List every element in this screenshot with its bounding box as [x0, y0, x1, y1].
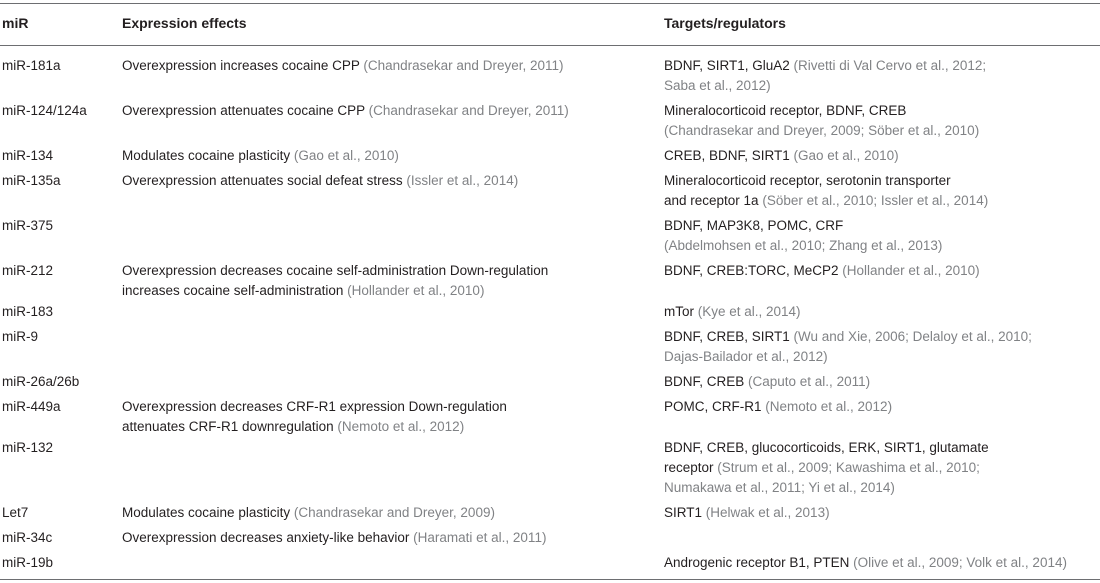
cell-text: SIRT1 [664, 505, 706, 520]
effects-line [122, 397, 507, 417]
header-mir: miR [2, 15, 29, 31]
targets-line [664, 458, 980, 478]
citation: Numakawa et al., 2011; Yi et al., 2014) [664, 480, 895, 495]
citation: (Abdelmohsen et al., 2010; Zhang et al., 2013) [664, 238, 943, 253]
cell-text: BDNF, CREB, SIRT1 [664, 329, 794, 344]
targets-line [664, 216, 843, 236]
targets-line [664, 478, 895, 498]
targets-line [664, 121, 979, 141]
cell-text: increases cocaine self-administration [122, 283, 348, 298]
mir-name: miR-135a [2, 173, 61, 188]
citation: Saba et al., 2012) [664, 78, 771, 93]
citation: (Rivetti di Val Cervo et al., 2012; [793, 58, 987, 73]
cell-text: CREB, BDNF, SIRT1 [664, 148, 794, 163]
citation: (Chandrasekar and Dreyer, 2009; Söber et al., 2010) [664, 123, 980, 138]
targets-line [664, 347, 828, 367]
targets-line [664, 171, 951, 191]
targets-line [664, 76, 771, 96]
targets-line [664, 56, 986, 76]
effects-line [122, 417, 464, 437]
targets-line [664, 191, 988, 211]
cell-text: mTor [664, 304, 698, 319]
cell-text: BDNF, CREB:TORC, MeCP2 [664, 263, 843, 278]
targets-line [664, 372, 870, 392]
cell-text: Overexpression decreases cocaine self-administration Down-regulation [122, 263, 549, 278]
effects-line [122, 281, 484, 301]
cell-text: Overexpression decreases anxiety-like behavior [122, 530, 414, 545]
cell-text: BDNF, MAP3K8, POMC, CRF [664, 218, 844, 233]
mir-name: miR-34c [2, 530, 53, 545]
cell-text: Mineralocorticoid receptor, BDNF, CREB [664, 103, 907, 118]
citation: (Nemoto et al., 2012) [765, 399, 893, 414]
cell-text: and receptor 1a [664, 193, 763, 208]
targets-line [664, 261, 980, 281]
targets-line [664, 553, 1067, 573]
targets-line [664, 397, 892, 417]
cell-text: BDNF, SIRT1, GluA2 [664, 58, 794, 73]
targets-line [664, 438, 989, 458]
targets-line [664, 503, 830, 523]
bottom-rule [0, 579, 1100, 580]
cell-text: BDNF, CREB, glucocorticoids, ERK, SIRT1, glutamate [664, 440, 989, 455]
effects-line [122, 261, 548, 281]
header-expression-effects: Expression effects [122, 15, 247, 31]
mir-name: miR-26a/26b [2, 374, 80, 389]
mir-name: miR-449a [2, 399, 61, 414]
mir-name: miR-212 [2, 263, 54, 278]
citation: (Hollander et al., 2010) [347, 283, 485, 298]
citation: (Chandrasekar and Dreyer, 2011) [363, 58, 564, 73]
mir-name: miR-9 [2, 329, 38, 344]
citation: (Wu and Xie, 2006; Delaloy et al., 2010; [793, 329, 1032, 344]
cell-text: Modulates cocaine plasticity [122, 148, 294, 163]
cell-text: Mineralocorticoid receptor, serotonin transporter [664, 173, 951, 188]
cell-text: POMC, CRF-R1 [664, 399, 766, 414]
cell-text: Modulates cocaine plasticity [122, 505, 294, 520]
citation: (Gao et al., 2010) [293, 148, 399, 163]
cell-text: Androgenic receptor B1, PTEN [664, 555, 854, 570]
top-rule [0, 3, 1100, 4]
targets-line [664, 101, 906, 121]
targets-line [664, 327, 1032, 347]
header-targets-regulators: Targets/regulators [664, 15, 786, 31]
targets-line [664, 146, 899, 166]
targets-line [664, 236, 942, 256]
effects-line [122, 146, 399, 166]
citation: (Caputo et al., 2011) [748, 374, 871, 389]
citation: (Chandrasekar and Dreyer, 2011) [368, 103, 569, 118]
effects-line [122, 528, 546, 548]
effects-line [122, 171, 518, 191]
header-rule [0, 45, 1100, 46]
citation: (Nemoto et al., 2012) [337, 419, 465, 434]
citation: (Hollander et al., 2010) [842, 263, 980, 278]
citation: (Kye et al., 2014) [697, 304, 801, 319]
mir-name: miR-19b [2, 555, 54, 570]
targets-line [664, 302, 801, 322]
effects-line [122, 101, 569, 121]
mir-name: miR-134 [2, 148, 54, 163]
citation: (Strum et al., 2009; Kawashima et al., 2010; [717, 460, 980, 475]
citation: (Chandrasekar and Dreyer, 2009) [293, 505, 495, 520]
cell-text: Overexpression attenuates social defeat stress [122, 173, 407, 188]
cell-text: attenuates CRF-R1 downregulation [122, 419, 338, 434]
cell-text: receptor [664, 460, 718, 475]
mir-name: miR-183 [2, 304, 54, 319]
cell-text: Overexpression increases cocaine CPP [122, 58, 364, 73]
citation: (Haramati et al., 2011) [413, 530, 547, 545]
citation: (Olive et al., 2009; Volk et al., 2014) [853, 555, 1067, 570]
citation: (Issler et al., 2014) [406, 173, 519, 188]
mir-name: miR-132 [2, 440, 54, 455]
mir-name: Let7 [2, 505, 29, 520]
mir-name: miR-181a [2, 58, 61, 73]
mir-name: miR-124/124a [2, 103, 87, 118]
citation: Dajas-Bailador et al., 2012) [664, 349, 828, 364]
effects-line [122, 503, 495, 523]
effects-line [122, 56, 563, 76]
citation: (Gao et al., 2010) [793, 148, 899, 163]
citation: (Söber et al., 2010; Issler et al., 2014) [762, 193, 989, 208]
mir-name: miR-375 [2, 218, 54, 233]
cell-text: Overexpression attenuates cocaine CPP [122, 103, 369, 118]
citation: (Helwak et al., 2013) [705, 505, 830, 520]
cell-text: Overexpression decreases CRF-R1 expression Down-regulation [122, 399, 507, 414]
cell-text: BDNF, CREB [664, 374, 749, 389]
